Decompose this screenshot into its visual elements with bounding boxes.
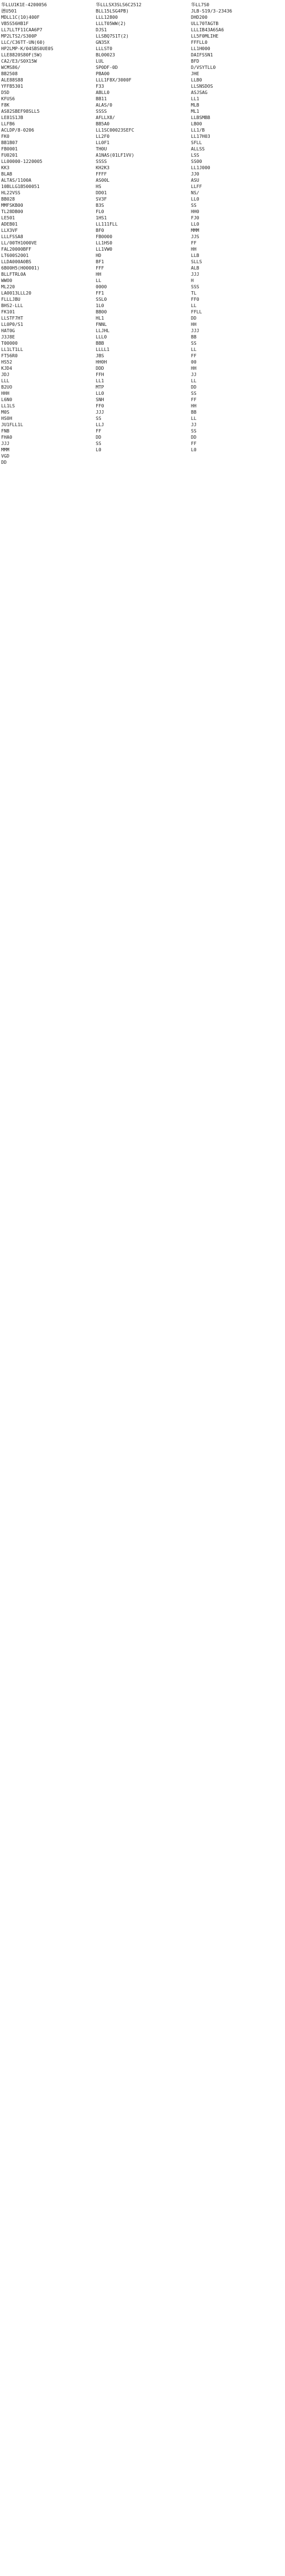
list-item: JJJ — [191, 272, 199, 277]
list-item: BL00023 — [96, 52, 115, 58]
list-item: B2UO — [1, 385, 13, 390]
list-item: JJ — [191, 422, 197, 427]
list-item: FFFLL0 — [191, 40, 207, 45]
list-item: NS/ — [191, 190, 199, 195]
list-item: LL1J000 — [191, 165, 210, 170]
list-item: LT600S2001 — [1, 253, 29, 258]
list-item: LL111FLL — [96, 222, 118, 227]
list-item: FFFF — [96, 172, 107, 177]
list-item: DD — [96, 435, 101, 440]
list-item: HH — [191, 366, 197, 371]
list-item: LL5F0MLIHE — [191, 34, 219, 39]
list-item: FF — [191, 353, 197, 358]
list-item: LL/00TH1000VE — [1, 240, 37, 246]
list-item: JJS — [191, 234, 199, 239]
column-3 — [191, 2, 285, 466]
list-item: HH — [191, 247, 197, 252]
list-item: ADEB01 — [1, 222, 18, 227]
list-item: MMM — [1, 447, 10, 452]
list-item: LLL0 — [96, 334, 107, 340]
list-item: AS82SBEF98SLL5 — [1, 109, 40, 114]
list-item: KFUS6 — [1, 96, 15, 101]
column-2 — [96, 2, 190, 466]
list-item: TH0U — [96, 146, 107, 152]
list-item: TL28DB00 — [1, 209, 23, 214]
list-item: DD — [1, 460, 7, 465]
list-item: DD — [191, 435, 197, 440]
list-item: SSSS — [96, 109, 107, 114]
list-item: F33 — [96, 84, 104, 89]
list-item: HH0 — [191, 209, 199, 214]
list-item: L0 — [191, 447, 197, 452]
list-item: LLSNSDOS — [191, 84, 213, 89]
list-item: HS0H — [1, 416, 13, 421]
list-item: J3J8E — [1, 334, 15, 340]
list-item: HL22VSS — [1, 190, 21, 195]
list-item: FF1 — [96, 291, 104, 296]
list-item: ML1 — [191, 109, 199, 114]
list-item: LL0 — [96, 391, 104, 396]
list-item: BB — [191, 410, 197, 415]
list-item: BB1B07 — [1, 140, 18, 145]
list-item: FFLL — [191, 309, 202, 315]
list-item: LL1VW0 — [96, 247, 112, 252]
list-item: LL — [191, 378, 197, 383]
list-item: GN35X — [96, 40, 110, 45]
list-item: LLL12800 — [96, 15, 118, 20]
list-item: FNNL — [96, 322, 107, 327]
list-item: LSS — [191, 153, 199, 158]
list-item: SS — [96, 416, 101, 421]
list-item: DJS1 — [96, 27, 107, 32]
list-item: AFLLX8/ — [96, 115, 115, 120]
list-item: ALB — [191, 266, 199, 271]
list-item: LLLST0 — [96, 46, 112, 51]
list-item: HL1 — [96, 316, 104, 321]
list-item: 1HS1 — [96, 215, 107, 221]
list-item: FNB — [1, 428, 10, 434]
list-item: FB0000 — [96, 234, 112, 239]
list-item: 6B00H5(H00001) — [1, 266, 40, 271]
list-item: ML220 — [1, 284, 15, 289]
list-item: FK0 — [1, 134, 10, 139]
list-item: LL1LT1LL — [1, 347, 23, 352]
list-item: LL1 — [191, 96, 199, 101]
list-item: FF — [191, 240, 197, 246]
list-item: VGD — [1, 454, 10, 459]
list-item: LL1HS0 — [96, 240, 112, 246]
list-item: FLLLJBU — [1, 297, 21, 302]
list-item: MMM — [191, 228, 199, 233]
list-item: FF — [191, 441, 197, 446]
list-item: JJ0 — [191, 172, 199, 177]
list-item: LLDA000A0BS — [1, 259, 31, 264]
list-item: LUL — [96, 59, 104, 64]
text-grid — [0, 0, 285, 466]
list-item: KJD4 — [1, 366, 13, 371]
list-item: JLB-S19/3-23436 — [191, 9, 233, 14]
list-item: SNH — [96, 397, 104, 402]
list-item: LLL — [1, 378, 10, 383]
list-item: SLLS — [191, 259, 202, 264]
list-item: KH2K3 — [96, 165, 110, 170]
column-1 — [1, 2, 95, 466]
list-item: BB5A0 — [96, 121, 110, 126]
list-item: JHE — [191, 71, 199, 76]
list-item: L0 — [96, 447, 101, 452]
list-item: FF0 — [191, 297, 199, 302]
list-item: LL1 — [96, 378, 104, 383]
list-item: 华LL7S0 — [191, 2, 210, 7]
list-item: SSSS — [96, 159, 107, 164]
list-item: LLBSMBB — [191, 115, 210, 120]
list-item: BF0 — [96, 228, 104, 233]
list-item: D/VSYTLL0 — [191, 65, 216, 70]
list-item: SS00 — [191, 159, 202, 164]
list-item: DHD200 — [191, 15, 207, 20]
list-item: HHH — [1, 391, 10, 396]
list-item: SSL0 — [96, 297, 107, 302]
list-item: BLLFTRL0A — [1, 272, 26, 277]
list-item: MDLL1C(10)400F — [1, 15, 40, 20]
list-item: LLC/C36TT-UN(60) — [1, 40, 46, 45]
list-item: SS — [191, 428, 197, 434]
list-item: JJJ — [191, 328, 199, 333]
list-item: BB — [191, 334, 197, 340]
list-item: FB0001 — [1, 146, 18, 152]
list-item: HS — [96, 184, 101, 189]
list-item: HH — [191, 322, 197, 327]
list-item: LL0F1 — [96, 140, 110, 145]
list-item: SS — [191, 341, 197, 346]
list-item: ABLL0 — [96, 90, 110, 95]
list-item: FT56R0 — [1, 353, 18, 358]
list-item: ALTAS/1100A — [1, 178, 31, 183]
list-item: 华LLLSX3SLS6C2512 — [96, 2, 142, 7]
list-item: PBA00 — [96, 71, 110, 76]
list-item: JJJ — [96, 410, 104, 415]
list-item: LL1SC00023SEFC — [96, 128, 135, 133]
list-item: LA0013LLL20 — [1, 291, 31, 296]
list-item: FF — [96, 428, 101, 434]
list-item: SSS — [191, 284, 199, 289]
list-item: ASU — [191, 178, 199, 183]
list-item: LL — [96, 278, 101, 283]
list-item: JU1FLL1L — [1, 422, 23, 427]
list-item: FK101 — [1, 309, 15, 315]
list-item: LL0 — [191, 197, 199, 202]
list-item: FHA0 — [1, 435, 13, 440]
list-item: LL2F0 — [96, 134, 110, 139]
list-item: LE81S1JB — [1, 115, 23, 120]
list-item: LLFB6 — [1, 121, 15, 126]
list-item: DD01 — [96, 190, 107, 195]
list-item: LE501 — [1, 215, 15, 221]
list-item: LLL1F8X/3000F — [96, 77, 132, 83]
list-item: SV3F — [96, 197, 107, 202]
list-item: H — [191, 278, 194, 283]
list-item: LLJHL — [96, 328, 110, 333]
list-item: 德U501 — [1, 9, 17, 14]
list-item: BHS2-LLL — [1, 303, 23, 308]
list-item: FFH — [96, 372, 104, 377]
list-item: SFLL — [191, 140, 202, 145]
list-item: BB11 — [96, 96, 107, 101]
list-item: FL0 — [96, 209, 104, 214]
list-item: 00 — [191, 360, 197, 365]
list-item: M0S — [1, 410, 10, 415]
list-item: FF0 — [96, 403, 104, 409]
list-item: AS00L — [96, 178, 110, 183]
list-item: BF1 — [96, 259, 104, 264]
list-item: MTP — [96, 385, 104, 390]
list-item: LLJ — [96, 422, 104, 427]
list-item: JJ — [191, 372, 197, 377]
list-item: D5D — [1, 90, 10, 95]
list-item: BBB — [96, 341, 104, 346]
list-item: LLSTF7HT — [1, 316, 23, 321]
list-item: SS — [191, 203, 197, 208]
list-item: LL0P0/S1 — [1, 322, 23, 327]
list-item: ALAS/0 — [96, 103, 112, 108]
list-item: CA2/E3/S0X15W — [1, 59, 37, 64]
list-item: 1L0 — [96, 303, 104, 308]
list-item: LL1/B — [191, 128, 205, 133]
list-item: TL — [191, 291, 197, 296]
list-item: SS — [191, 391, 197, 396]
list-item: LL0 — [191, 222, 199, 227]
list-item: WWO0 — [1, 278, 13, 283]
list-item: BB00 — [96, 309, 107, 315]
list-item: F8K — [1, 103, 10, 108]
list-item: 0000 — [96, 284, 107, 289]
list-item: JBS — [96, 353, 104, 358]
list-item: HH — [191, 403, 197, 409]
list-item: KK3 — [1, 165, 10, 170]
list-item: BLAB — [1, 172, 13, 177]
list-item: LL — [191, 416, 197, 421]
list-item: ALLSS — [191, 146, 205, 152]
list-item: LLLL1 — [96, 347, 110, 352]
list-item: DDD — [96, 366, 104, 371]
list-item: LLSBQ7S1T(2) — [96, 34, 129, 39]
list-item: HH — [96, 272, 101, 277]
list-item: LL — [191, 303, 197, 308]
list-item: LLLIB43A6SA6 — [191, 27, 224, 32]
list-item: FJ0 — [191, 215, 199, 221]
list-item: BLL15LSG4PB) — [96, 9, 129, 14]
list-item: T00000 — [1, 341, 18, 346]
list-item: ASJSAG — [191, 90, 207, 95]
list-item: A1NAS(01LF1VV) — [96, 153, 135, 158]
list-item: FF — [191, 397, 197, 402]
list-item: DD — [191, 385, 197, 390]
list-item: BB2508 — [1, 71, 18, 76]
list-item: LL — [191, 347, 197, 352]
list-item: LL1H000 — [191, 46, 210, 51]
list-item: DD — [191, 316, 197, 321]
list-item: SS — [96, 441, 101, 446]
list-item: LB00 — [191, 121, 202, 126]
list-item: HP2LMP-K/04SBS0UE0S — [1, 46, 54, 51]
list-item: LL17H03 — [191, 134, 210, 139]
list-item: FU0201 — [1, 153, 18, 158]
list-item: MLB — [191, 103, 199, 108]
list-item: LLLT05WW(2) — [96, 21, 126, 26]
list-item: LLLFSSA8 — [1, 234, 23, 239]
list-item: DAIFSSN1 — [191, 52, 213, 58]
list-item: LLB — [191, 253, 199, 258]
list-item: WCMS86/ — [1, 65, 21, 70]
list-item: 华LLU1K1E-4200056 — [1, 2, 47, 7]
list-item: ULL70TAGTB — [191, 21, 219, 26]
list-item: HAT0G — [1, 328, 15, 333]
list-item: JDJ — [1, 372, 10, 377]
list-item: LLB0 — [191, 77, 202, 83]
list-item: L6N0 — [1, 397, 13, 402]
list-item: FAL20000BFF — [1, 247, 31, 252]
list-item: FFF — [96, 266, 104, 271]
list-item: SP0DF-0D — [96, 65, 118, 70]
list-item: HH0H — [96, 360, 107, 365]
list-item: LLE8820S80F(5W) — [1, 52, 43, 58]
list-item: MP2LTS2/S300P — [1, 34, 37, 39]
list-item: ALE88S88 — [1, 77, 23, 83]
list-item: B3S — [96, 203, 104, 208]
list-item: MMFSKB00 — [1, 203, 23, 208]
list-item: LL00000-1220005 — [1, 159, 43, 164]
list-item: HD — [96, 253, 101, 258]
list-item: LL1LS — [1, 403, 15, 409]
list-item: BB028 — [1, 197, 15, 202]
list-item: HS52 — [1, 360, 13, 365]
list-item: 10BLLG1B500051 — [1, 184, 40, 189]
list-item: JJJ — [1, 441, 10, 446]
list-item: LLX3VF — [1, 228, 18, 233]
list-item: VB5S56HB1F — [1, 21, 29, 26]
list-item: ACLDP/8-0206 — [1, 128, 34, 133]
list-item: YFFB5301 — [1, 84, 23, 89]
list-item: LLFF — [191, 184, 202, 189]
list-item: LL7LLTF11CAA6P7 — [1, 27, 43, 32]
list-item: BFD — [191, 59, 199, 64]
